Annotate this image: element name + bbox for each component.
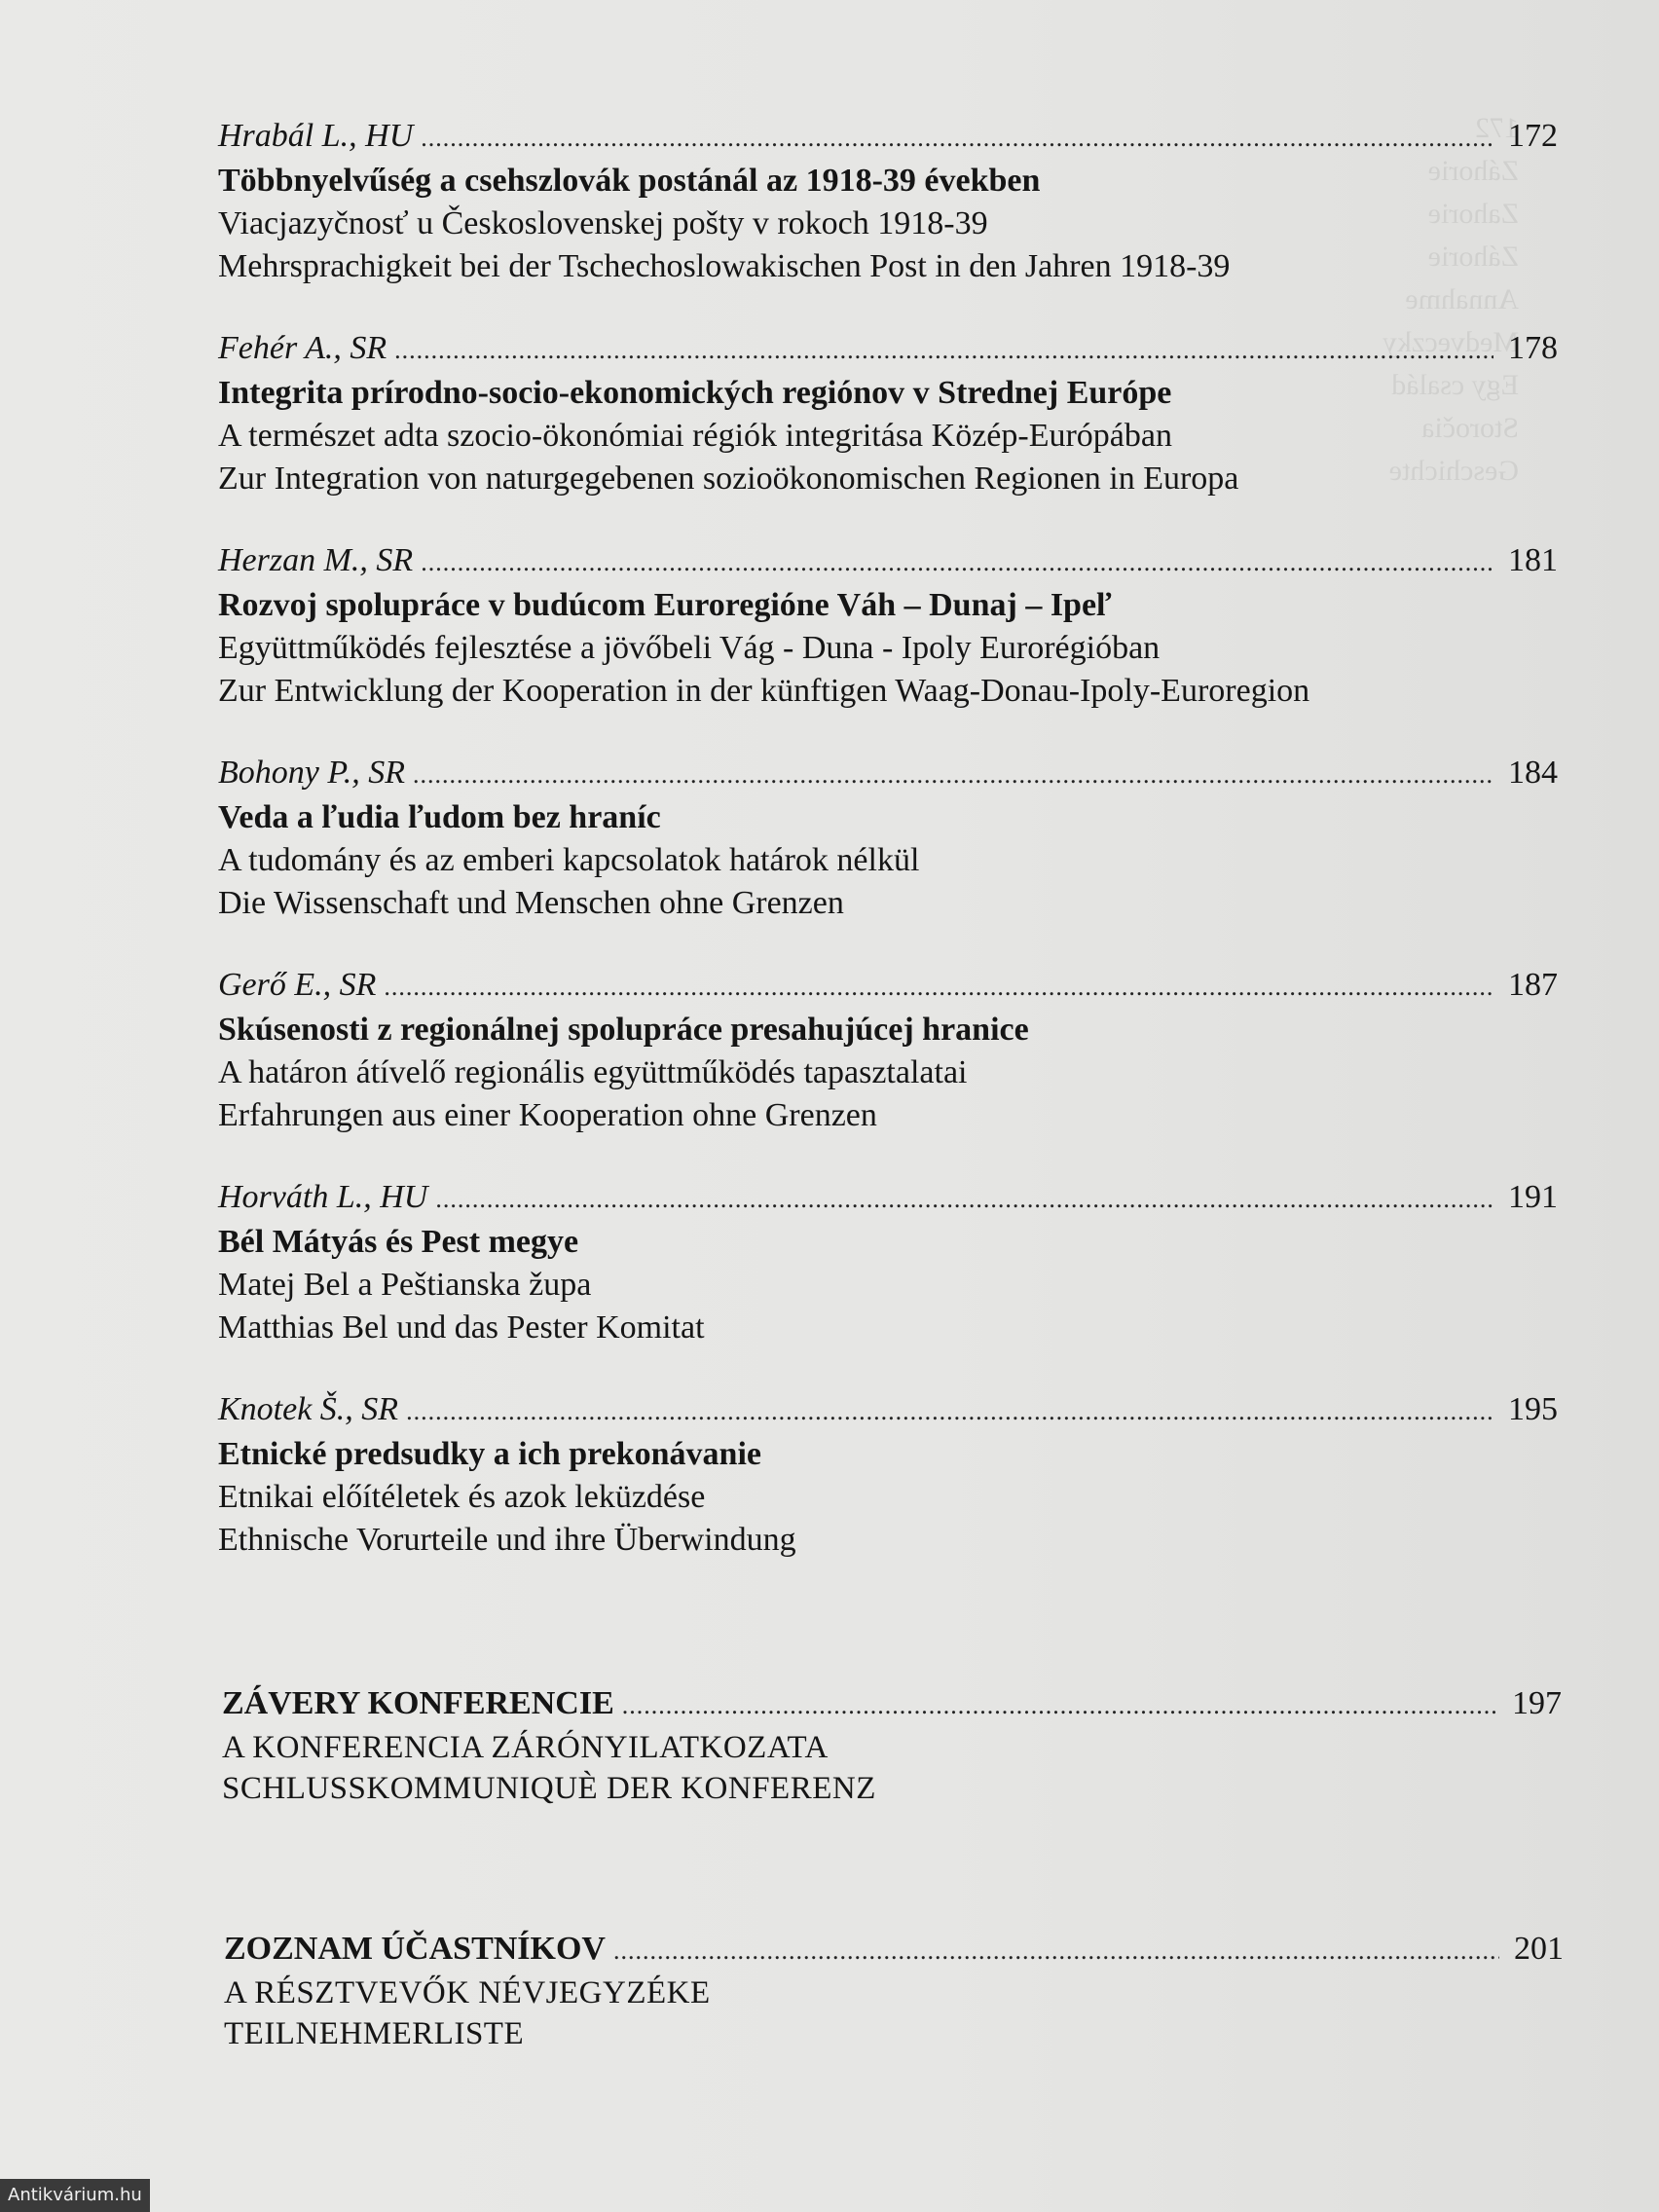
dot-leader — [394, 329, 1493, 372]
title-translation: Viacjazyčnosť u Československej pošty v rokoch 1918-39 — [218, 205, 988, 241]
dot-leader — [622, 1684, 1497, 1727]
dot-leader — [435, 1178, 1493, 1221]
page-number: 191 — [1508, 1179, 1558, 1215]
toc-entry — [218, 539, 1558, 713]
page-number: 178 — [1508, 330, 1558, 366]
title-translation: Die Wissenschaft und Menschen ohne Grenzen — [218, 885, 844, 921]
toc-section-header[interactable] — [224, 1928, 1564, 1972]
author-name: Horváth L., HU — [218, 1179, 428, 1215]
page-number: 187 — [1508, 967, 1558, 1003]
dot-leader — [421, 117, 1493, 160]
toc-entry — [218, 964, 1558, 1137]
dot-leader — [406, 1390, 1493, 1433]
title-translation: A természet adta szocio-ökonómiai régiók integritása Közép-Európában — [218, 418, 1172, 454]
toc-entry — [218, 115, 1558, 288]
author-name: Gerő E., SR — [218, 967, 377, 1003]
title-translation: Zur Entwicklung der Kooperation in der künftigen Waag-Donau-Ipoly-Euroregion — [218, 673, 1310, 709]
dot-leader — [384, 966, 1493, 1009]
title-translation: Mehrsprachigkeit bei der Tschechoslowakischen Post in den Jahren 1918-39 — [218, 248, 1231, 284]
author-name: Hrabál L., HU — [218, 118, 414, 154]
dot-leader — [421, 541, 1493, 584]
section-translation: TEILNEHMERLISTE — [224, 2016, 525, 2051]
title-translation: Matthias Bel und das Pester Komitat — [218, 1309, 705, 1346]
title-translation: Erfahrungen aus einer Kooperation ohne Grenzen — [218, 1097, 877, 1133]
toc-entry-header[interactable] — [218, 1388, 1558, 1433]
page-number: 201 — [1514, 1931, 1564, 1967]
bleed-through-text: 172 Záhorie Zahorie Záhorie Annahme Medveczky Egy család Storočia Geschichte — [1382, 112, 1519, 487]
article-title: Többnyelvűség a csehszlovák postánál az 1918-39 években — [218, 163, 1041, 199]
article-title: Bél Mátyás és Pest megye — [218, 1224, 579, 1260]
author-name: Fehér A., SR — [218, 330, 387, 366]
toc-entry-header[interactable] — [218, 1176, 1558, 1221]
page-number: 195 — [1508, 1391, 1558, 1427]
dot-leader — [413, 754, 1493, 796]
title-translation: A tudomány és az emberi kapcsolatok határok nélkül — [218, 842, 920, 878]
title-translation: Etnikai előítéletek és azok leküzdése — [218, 1479, 706, 1515]
toc-entry-header[interactable] — [218, 752, 1558, 796]
toc-entry — [218, 1176, 1558, 1349]
title-translation: Együttműködés fejlesztése a jövőbeli Vág - Duna - Ipoly Eurorégióban — [218, 630, 1161, 666]
title-translation: Zur Integration von naturgegebenen sozioökonomischen Regionen in Europa — [218, 461, 1239, 497]
section-translation: A KONFERENCIA ZÁRÓNYILATKOZATA — [222, 1730, 829, 1765]
section-translation: SCHLUSSKOMMUNIQUÈ DER KONFERENZ — [222, 1771, 876, 1806]
toc-entry-header[interactable] — [218, 327, 1558, 372]
toc-entry-header[interactable] — [218, 964, 1558, 1009]
toc-entry — [218, 1388, 1558, 1562]
title-translation: Matej Bel a Peštianska župa — [218, 1267, 592, 1303]
toc-entry-header[interactable] — [218, 115, 1558, 160]
article-title: Veda a ľudia ľudom bez hraníc — [218, 799, 661, 835]
page-number: 181 — [1508, 542, 1558, 578]
toc-section-header[interactable] — [222, 1682, 1562, 1727]
title-translation: Ethnische Vorurteile und ihre Überwindung — [218, 1522, 796, 1558]
dot-leader — [613, 1930, 1499, 1972]
author-name: Herzan M., SR — [218, 542, 414, 578]
section-title: ZOZNAM ÚČASTNÍKOV — [224, 1931, 606, 1967]
title-translation: A határon átívelő regionális együttműködés tapasztalatai — [218, 1054, 968, 1090]
author-name: Knotek Š., SR — [218, 1391, 399, 1427]
toc-entry — [218, 752, 1558, 925]
page-number: 172 — [1508, 118, 1558, 154]
watermark-label: Antikvárium.hu — [0, 2179, 150, 2212]
article-title: Skúsenosti z regionálnej spolupráce presahujúcej hranice — [218, 1012, 1029, 1048]
toc-entry — [218, 327, 1558, 500]
section-title: ZÁVERY KONFERENCIE — [222, 1685, 614, 1721]
author-name: Bohony P., SR — [218, 755, 406, 791]
toc-section — [222, 1682, 1562, 1809]
article-title: Integrita prírodno-socio-ekonomických regiónov v Strednej Európe — [218, 375, 1172, 411]
article-title: Etnické predsudky a ich prekonávanie — [218, 1436, 761, 1472]
page-number: 197 — [1512, 1685, 1562, 1721]
article-title: Rozvoj spolupráce v budúcom Euroregióne Váh – Dunaj – Ipeľ — [218, 587, 1112, 623]
section-translation: A RÉSZTVEVŐK NÉVJEGYZÉKE — [224, 1975, 711, 2010]
page-number: 184 — [1508, 755, 1558, 791]
toc-entry-header[interactable] — [218, 539, 1558, 584]
toc-section — [224, 1928, 1564, 2054]
